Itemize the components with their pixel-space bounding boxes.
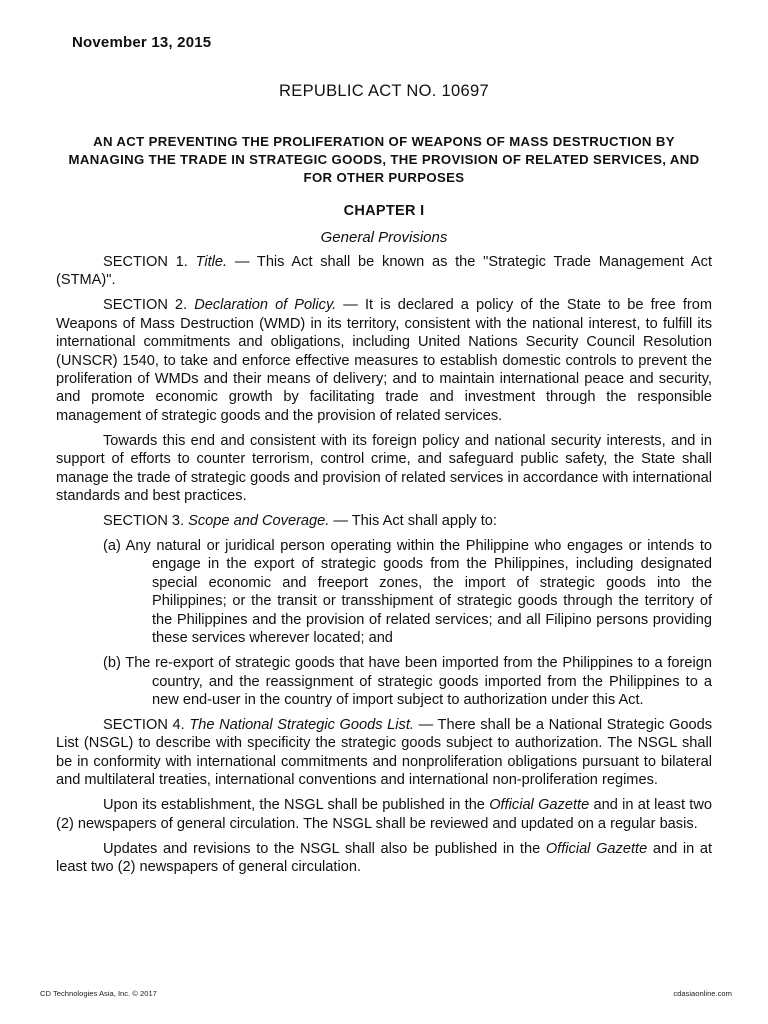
section-3-label: SECTION 3.: [103, 513, 185, 530]
section-2-text: — It is declared a policy of the State to be free from Weapons of Mass Destruction (WMD) in its territory, consistent with the national interest, to fulfill its international commitments and obligations, including United Nations Security Council Resolution (UNSCR) 1540, to take and enforce effective measures to establish domestic controls to prevent the proliferation of WMDs and their means of delivery; and to maintain international peace and security, and promote economic growth by facilitating trade and investment through the responsible management of strategic goods and the provision of related services.: [56, 297, 713, 424]
section-4-paragraph-3: [56, 840, 712, 877]
section-4-label: SECTION 4.: [103, 716, 185, 733]
act-title: AN ACT PREVENTING THE PROLIFERATION OF WEAPONS OF MASS DESTRUCTION BY MANAGING THE TRADE IN STRATEGIC GOODS, THE PROVISION OF RELATED SERVICES, AND FOR OTHER PURPOSES: [68, 134, 700, 185]
section-4-p2-text-b: and in at least two (2) newspapers of general circulation. The NSGL shall be reviewed and updated on a regular basis.: [56, 797, 712, 832]
section-2-paragraph-2: Towards this end and consistent with its foreign policy and national security interests, and in support of efforts to counter terrorism, control crime, and safeguard public safety, the State shall manage the trade of strategic goods and provision of related services in accordance with international standards and best practices.: [56, 432, 712, 505]
section-4-p3-text-a: Updates and revisions to the NSGL shall also be published in the: [103, 840, 546, 857]
section-4-p3-text-b: and in at least two (2) newspapers of general circulation.: [56, 840, 712, 875]
section-4-text: — There shall be a National Strategic Goods List (NSGL) to describe with specificity the strategic goods subject to authorization. The NSGL shall be in conformity with international commitments and nonproliferation obligations pursuant to bilateral and multilateral treaties, international conventions and international non-proliferation regimes.: [56, 716, 713, 789]
section-3-title: Scope and Coverage.: [188, 513, 330, 530]
section-1-title: Title.: [195, 254, 228, 270]
official-gazette-reference-2: Official Gazette: [545, 840, 648, 857]
section-1-text: — This Act shall be known as the "Strategic Trade Management Act (STMA)".: [56, 254, 712, 289]
section-3-item-a: (a) Any natural or juridical person operating within the Philippine who engages or intends to engage in the export of strategic goods from the Philippines, including designated special economic and freeport zones, the import of strategic goods into the Philippines; or the transit or transshipment of strategic goods through the territory of the Philippines and the provision of related services; and all Filipino persons providing these services wherever located; and: [103, 538, 712, 647]
section-4-p2-text-a: Upon its establishment, the NSGL shall be published in the: [103, 797, 490, 814]
section-3-text: — This Act shall apply to:: [329, 513, 497, 530]
section-1-label: SECTION 1.: [103, 254, 188, 270]
section-2-label: SECTION 2.: [103, 297, 188, 314]
footer-website: cdasiaonline.com: [673, 989, 732, 998]
section-4-paragraph: [56, 716, 712, 790]
document-date: November 13, 2015: [72, 34, 212, 51]
official-gazette-reference: Official Gazette: [489, 797, 590, 814]
chapter-subheading: General Provisions: [320, 229, 448, 246]
chapter-heading: CHAPTER I: [343, 203, 425, 219]
section-2-title: Declaration of Policy.: [194, 297, 337, 314]
act-number: REPUBLIC ACT NO. 10697: [279, 82, 489, 100]
section-4-paragraph-2: [56, 796, 712, 833]
section-1-paragraph: [56, 253, 712, 290]
document-body: [56, 253, 712, 883]
footer-copyright: CD Technologies Asia, Inc. © 2017: [40, 989, 157, 998]
section-3-item-b: (b) The re-export of strategic goods that have been imported from the Philippines to a foreign country, and the reassignment of strategic goods imported from the Philippines to a new end-user in the country of import subject to authorization under this Act.: [103, 655, 712, 708]
section-3-paragraph: [56, 512, 712, 530]
section-2-paragraph: [56, 296, 712, 425]
section-4-title: The National Strategic Goods List.: [189, 716, 414, 733]
